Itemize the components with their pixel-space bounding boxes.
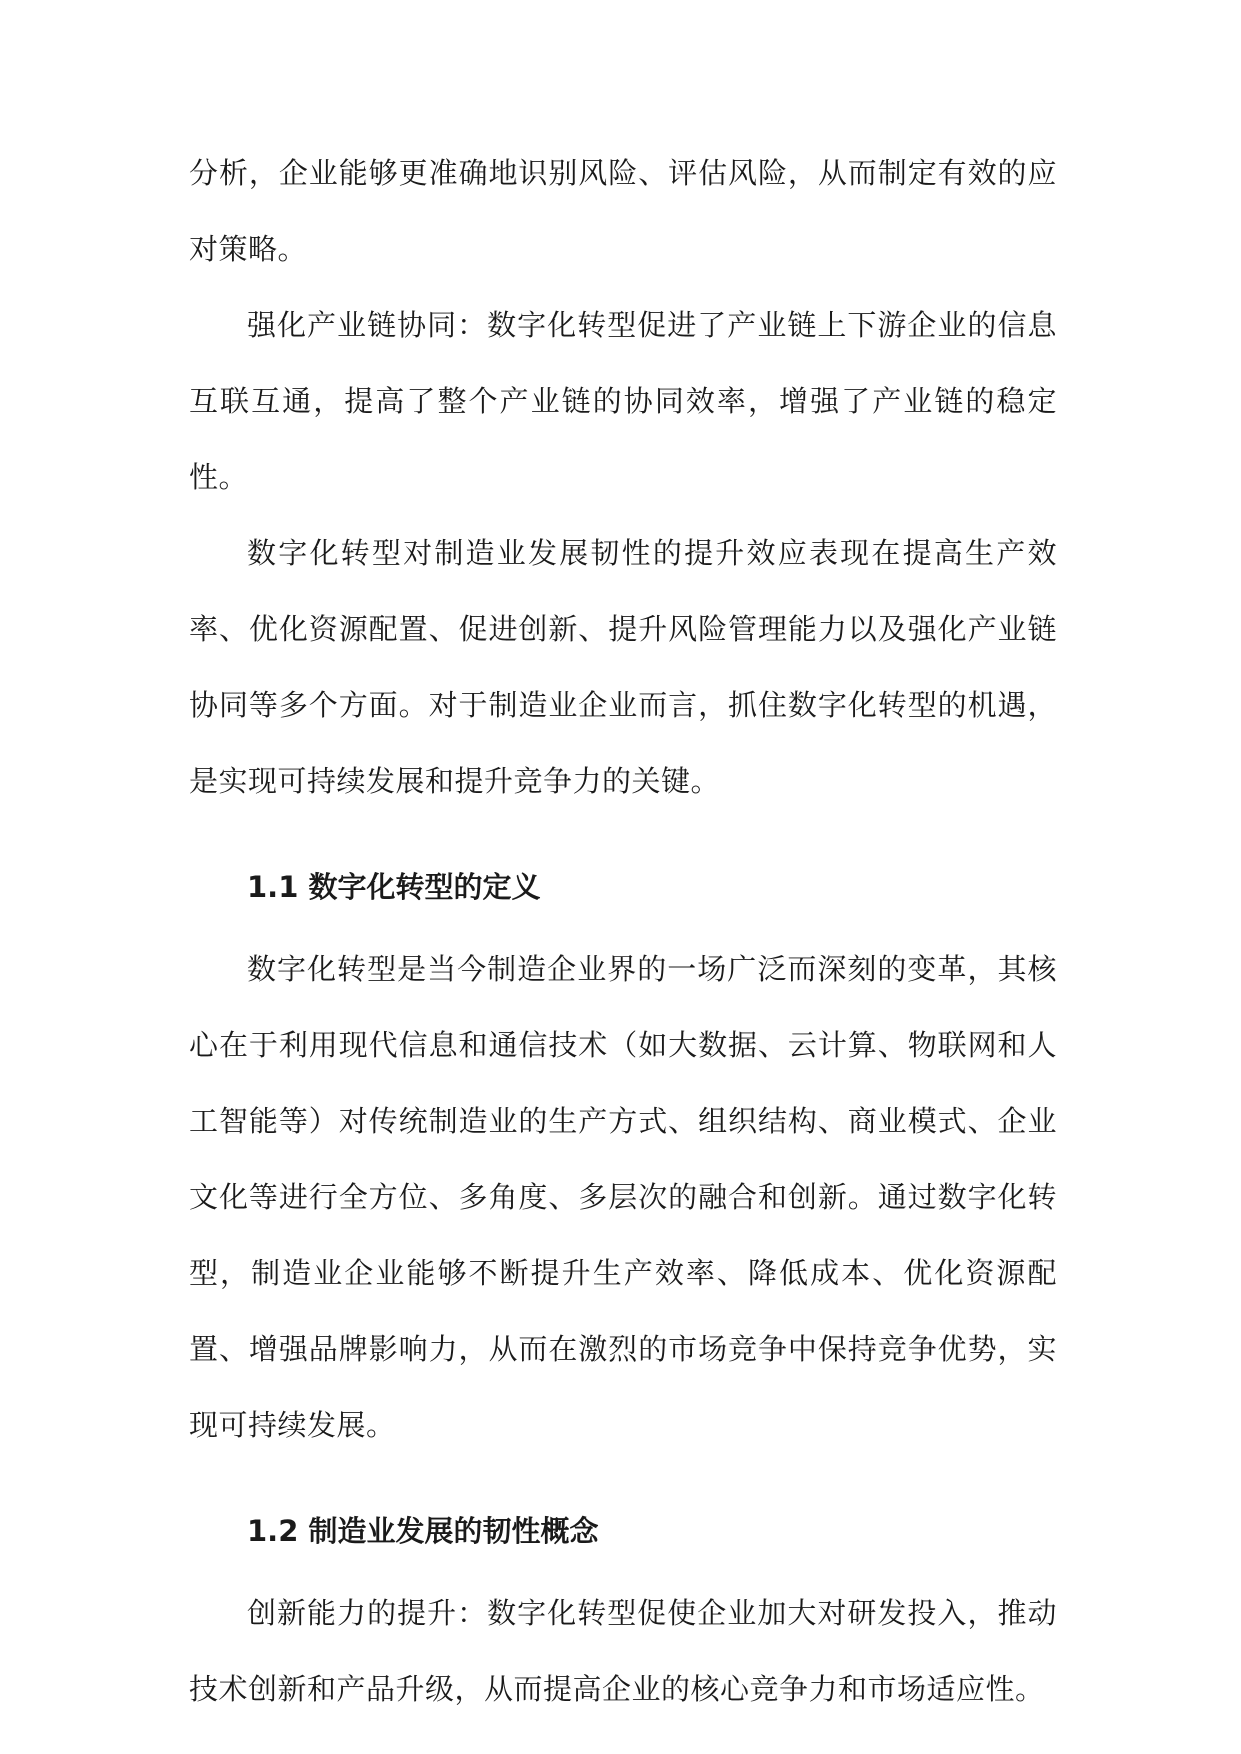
paragraph-resilience-summary: 数字化转型对制造业发展韧性的提升效应表现在提高生产效率、优化资源配置、促进创新、提升风险管理能力以及强化产业链协同等多个方面。对于制造业企业而言，抓住数字化转型的机遇，是实现可持续发展和提升竞争力的关键。 [189, 536, 1057, 798]
section-heading-1-1: 1.1 数字化转型的定义 [247, 870, 541, 904]
paragraph-innovation: 创新能力的提升：数字化转型促使企业加大对研发投入，推动技术创新和产品升级，从而提高企业的核心竞争力和市场适应性。 [189, 1596, 1057, 1706]
paragraph-continued: 分析，企业能够更准确地识别风险、评估风险，从而制定有效的应对策略。 [189, 156, 1057, 266]
document-page [189, 135, 1057, 1727]
paragraph-definition: 数字化转型是当今制造企业界的一场广泛而深刻的变革，其核心在于利用现代信息和通信技术（如大数据、云计算、物联网和人工智能等）对传统制造业的生产方式、组织结构、商业模式、企业文化等进行全方位、多角度、多层次的融合和创新。通过数字化转型，制造业企业能够不断提升生产效率、降低成本、优化资源配置、增强品牌影响力，从而在激烈的市场竞争中保持竞争优势，实现可持续发展。 [189, 952, 1057, 1442]
paragraph-industry-chain: 强化产业链协同：数字化转型促进了产业链上下游企业的信息互联互通，提高了整个产业链的协同效率，增强了产业链的稳定性。 [189, 308, 1057, 494]
section-heading-1-2: 1.2 制造业发展的韧性概念 [247, 1514, 599, 1548]
